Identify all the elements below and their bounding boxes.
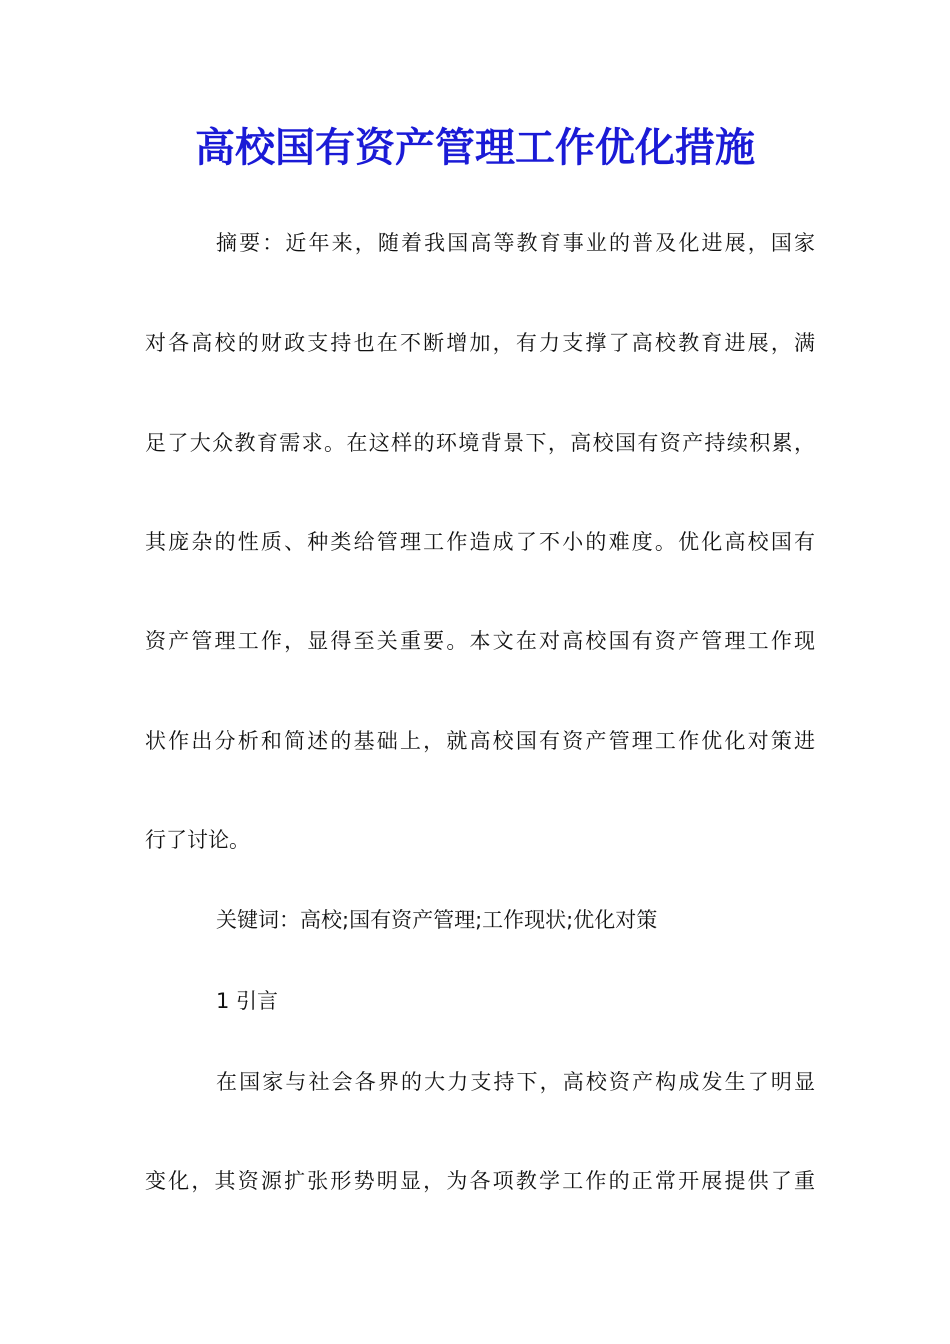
- keywords-line: 关键词：高校;国有资产管理;工作现状;优化对策: [216, 908, 658, 932]
- abstract-line: 状作出分析和简述的基础上，就高校国有资产管理工作优化对策进: [145, 729, 815, 753]
- intro-line: 变化，其资源扩张形势明显，为各项教学工作的正常开展提供了重: [145, 1169, 815, 1193]
- abstract-line: 足了大众教育需求。在这样的环境背景下，高校国有资产持续积累，: [145, 431, 815, 455]
- section-heading: 1 引言: [216, 989, 279, 1013]
- document-title: 高校国有资产管理工作优化措施: [195, 124, 755, 171]
- abstract-line: 摘要：近年来，随着我国高等教育事业的普及化进展，国家: [216, 231, 815, 255]
- intro-line: 在国家与社会各界的大力支持下，高校资产构成发生了明显: [216, 1070, 815, 1094]
- abstract-line: 其庞杂的性质、种类给管理工作造成了不小的难度。优化高校国有: [145, 530, 815, 554]
- abstract-line: 资产管理工作，显得至关重要。本文在对高校国有资产管理工作现: [145, 629, 815, 653]
- abstract-line: 对各高校的财政支持也在不断增加，有力支撑了高校教育进展，满: [145, 331, 815, 355]
- abstract-line: 行了讨论。: [145, 828, 250, 852]
